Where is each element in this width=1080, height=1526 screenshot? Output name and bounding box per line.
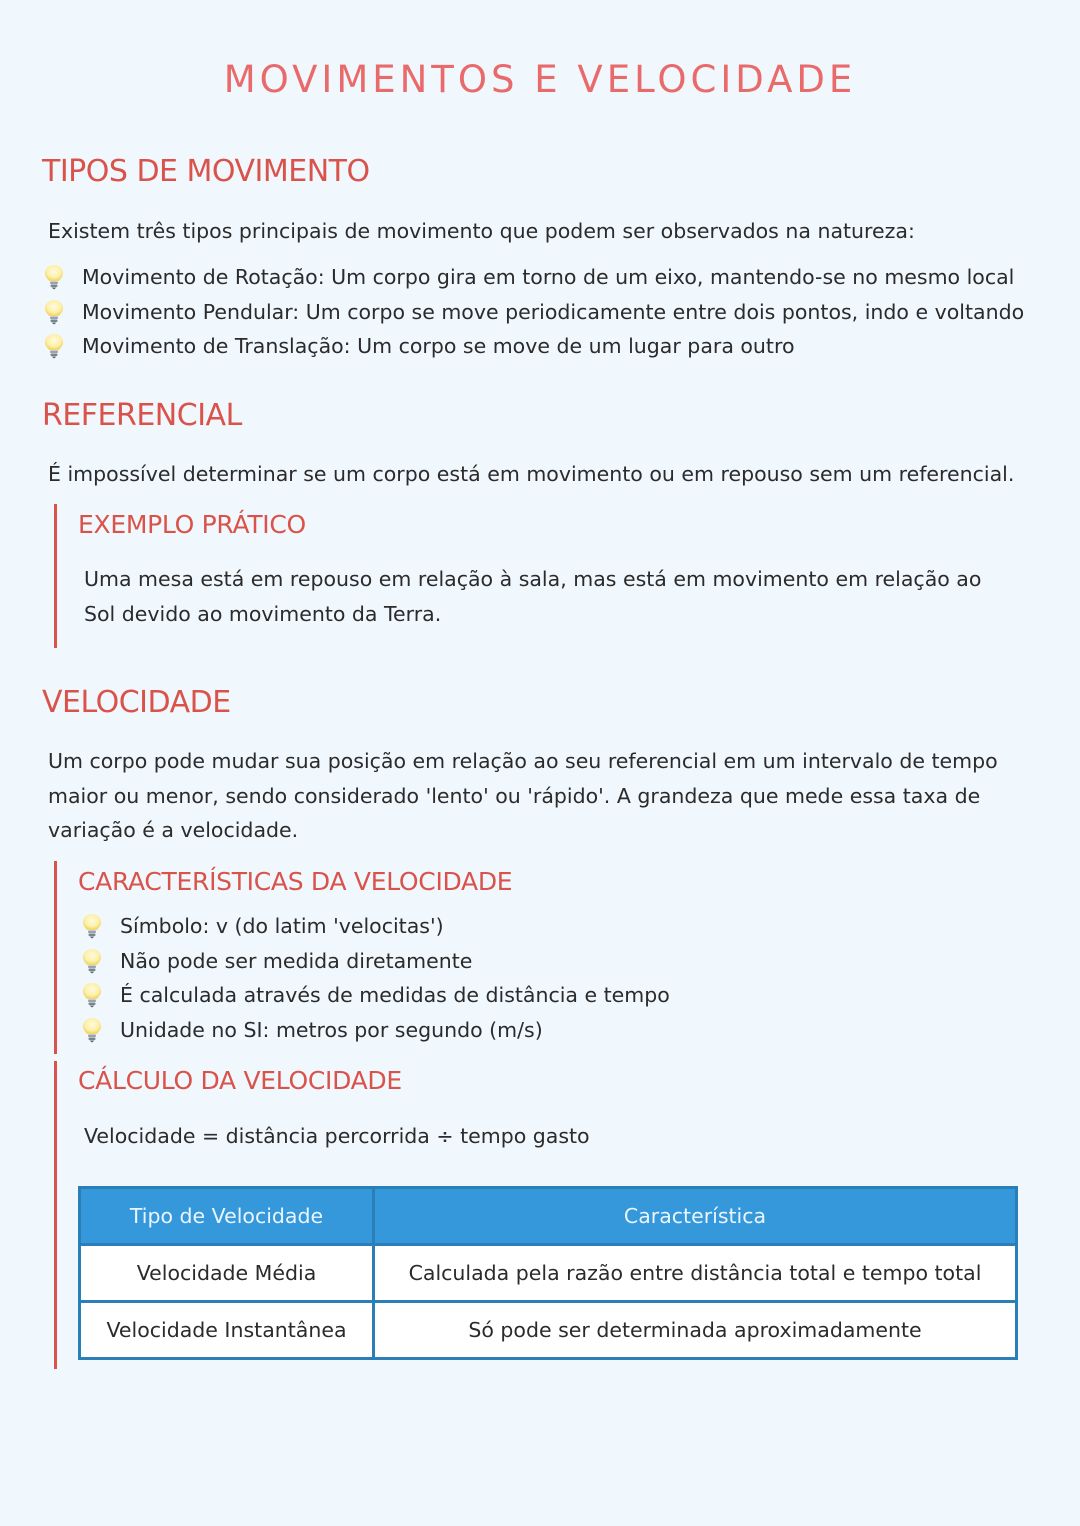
- table-cell: Só pode ser determinada aproximadamente: [374, 1302, 1017, 1359]
- list-item-text: Movimento Pendular: Um corpo se move periodicamente entre dois pontos, indo e voltando: [82, 299, 1025, 324]
- list-item: [40, 295, 1024, 330]
- table-cell: Calculada pela razão entre distância total e tempo total: [374, 1245, 1017, 1302]
- exemplo-block: [54, 504, 1027, 648]
- table-header-row: [80, 1188, 1017, 1245]
- column-header: Tipo de Velocidade: [80, 1188, 374, 1245]
- list-item-text: Movimento de Rotação: Um corpo gira em torno de um eixo, mantendo-se no mesmo local: [82, 265, 1015, 289]
- light-bulb-icon: [40, 298, 68, 326]
- section-heading-tipos: TIPOS DE MOVIMENTO: [42, 154, 370, 189]
- light-bulb-icon: [40, 263, 68, 291]
- table-row: [80, 1245, 1017, 1302]
- list-item-text: Não pode ser medida diretamente: [120, 948, 473, 973]
- referencial-text: É impossível determinar se um corpo está em movimento ou em repouso sem um referencial.: [48, 462, 1015, 486]
- light-bulb-icon: [78, 1016, 106, 1044]
- velocity-formula: Velocidade = distância percorrida ÷ tempo gasto: [84, 1124, 590, 1148]
- velocidade-text: Um corpo pode mudar sua posição em relação ao seu referencial em um intervalo de tempo maior ou menor, sendo considerado 'lento' ou 'rápido'. A grandeza que mede essa taxa de variação é a velocidade.: [48, 749, 998, 842]
- column-header: Característica: [374, 1188, 1017, 1245]
- caracteristicas-block: [54, 861, 1027, 1054]
- tipos-intro: Existem três tipos principais de movimento que podem ser observados na natureza:: [48, 219, 915, 243]
- list-item-text: Símbolo: v (do latim 'velocitas'): [120, 914, 444, 938]
- light-bulb-icon: [40, 332, 68, 360]
- section-heading-velocidade: VELOCIDADE: [42, 685, 231, 720]
- caracteristicas-heading: CARACTERÍSTICAS DA VELOCIDADE: [78, 867, 513, 896]
- list-item-text: Movimento de Translação: Um corpo se move de um lugar para outro: [82, 334, 795, 358]
- section-heading-referencial: REFERENCIAL: [42, 398, 242, 433]
- light-bulb-icon: [78, 981, 106, 1009]
- light-bulb-icon: [78, 947, 106, 975]
- page-title: MOVIMENTOS E VELOCIDADE: [223, 58, 857, 101]
- light-bulb-icon: [78, 912, 106, 940]
- exemplo-text: Uma mesa está em repouso em relação à sala, mas está em movimento em relação ao Sol devido ao movimento da Terra.: [84, 567, 982, 626]
- list-item: [40, 260, 1024, 295]
- list-item-text: Unidade no SI: metros por segundo (m/s): [120, 1017, 543, 1042]
- list-item: [78, 1013, 670, 1048]
- table-cell: Velocidade Média: [80, 1245, 374, 1302]
- exemplo-heading: EXEMPLO PRÁTICO: [78, 510, 306, 539]
- table-row: [80, 1302, 1017, 1359]
- list-item: [78, 944, 670, 979]
- table-cell: Velocidade Instantânea: [80, 1302, 374, 1359]
- list-item: [78, 978, 670, 1013]
- tipos-list: [40, 260, 1024, 364]
- list-item: [78, 909, 670, 944]
- list-item-text: É calculada através de medidas de distância e tempo: [120, 983, 670, 1007]
- velocity-types-table: [78, 1186, 1018, 1360]
- caracteristicas-list: [78, 909, 670, 1047]
- calculo-heading: CÁLCULO DA VELOCIDADE: [78, 1066, 402, 1095]
- list-item: [40, 329, 1024, 364]
